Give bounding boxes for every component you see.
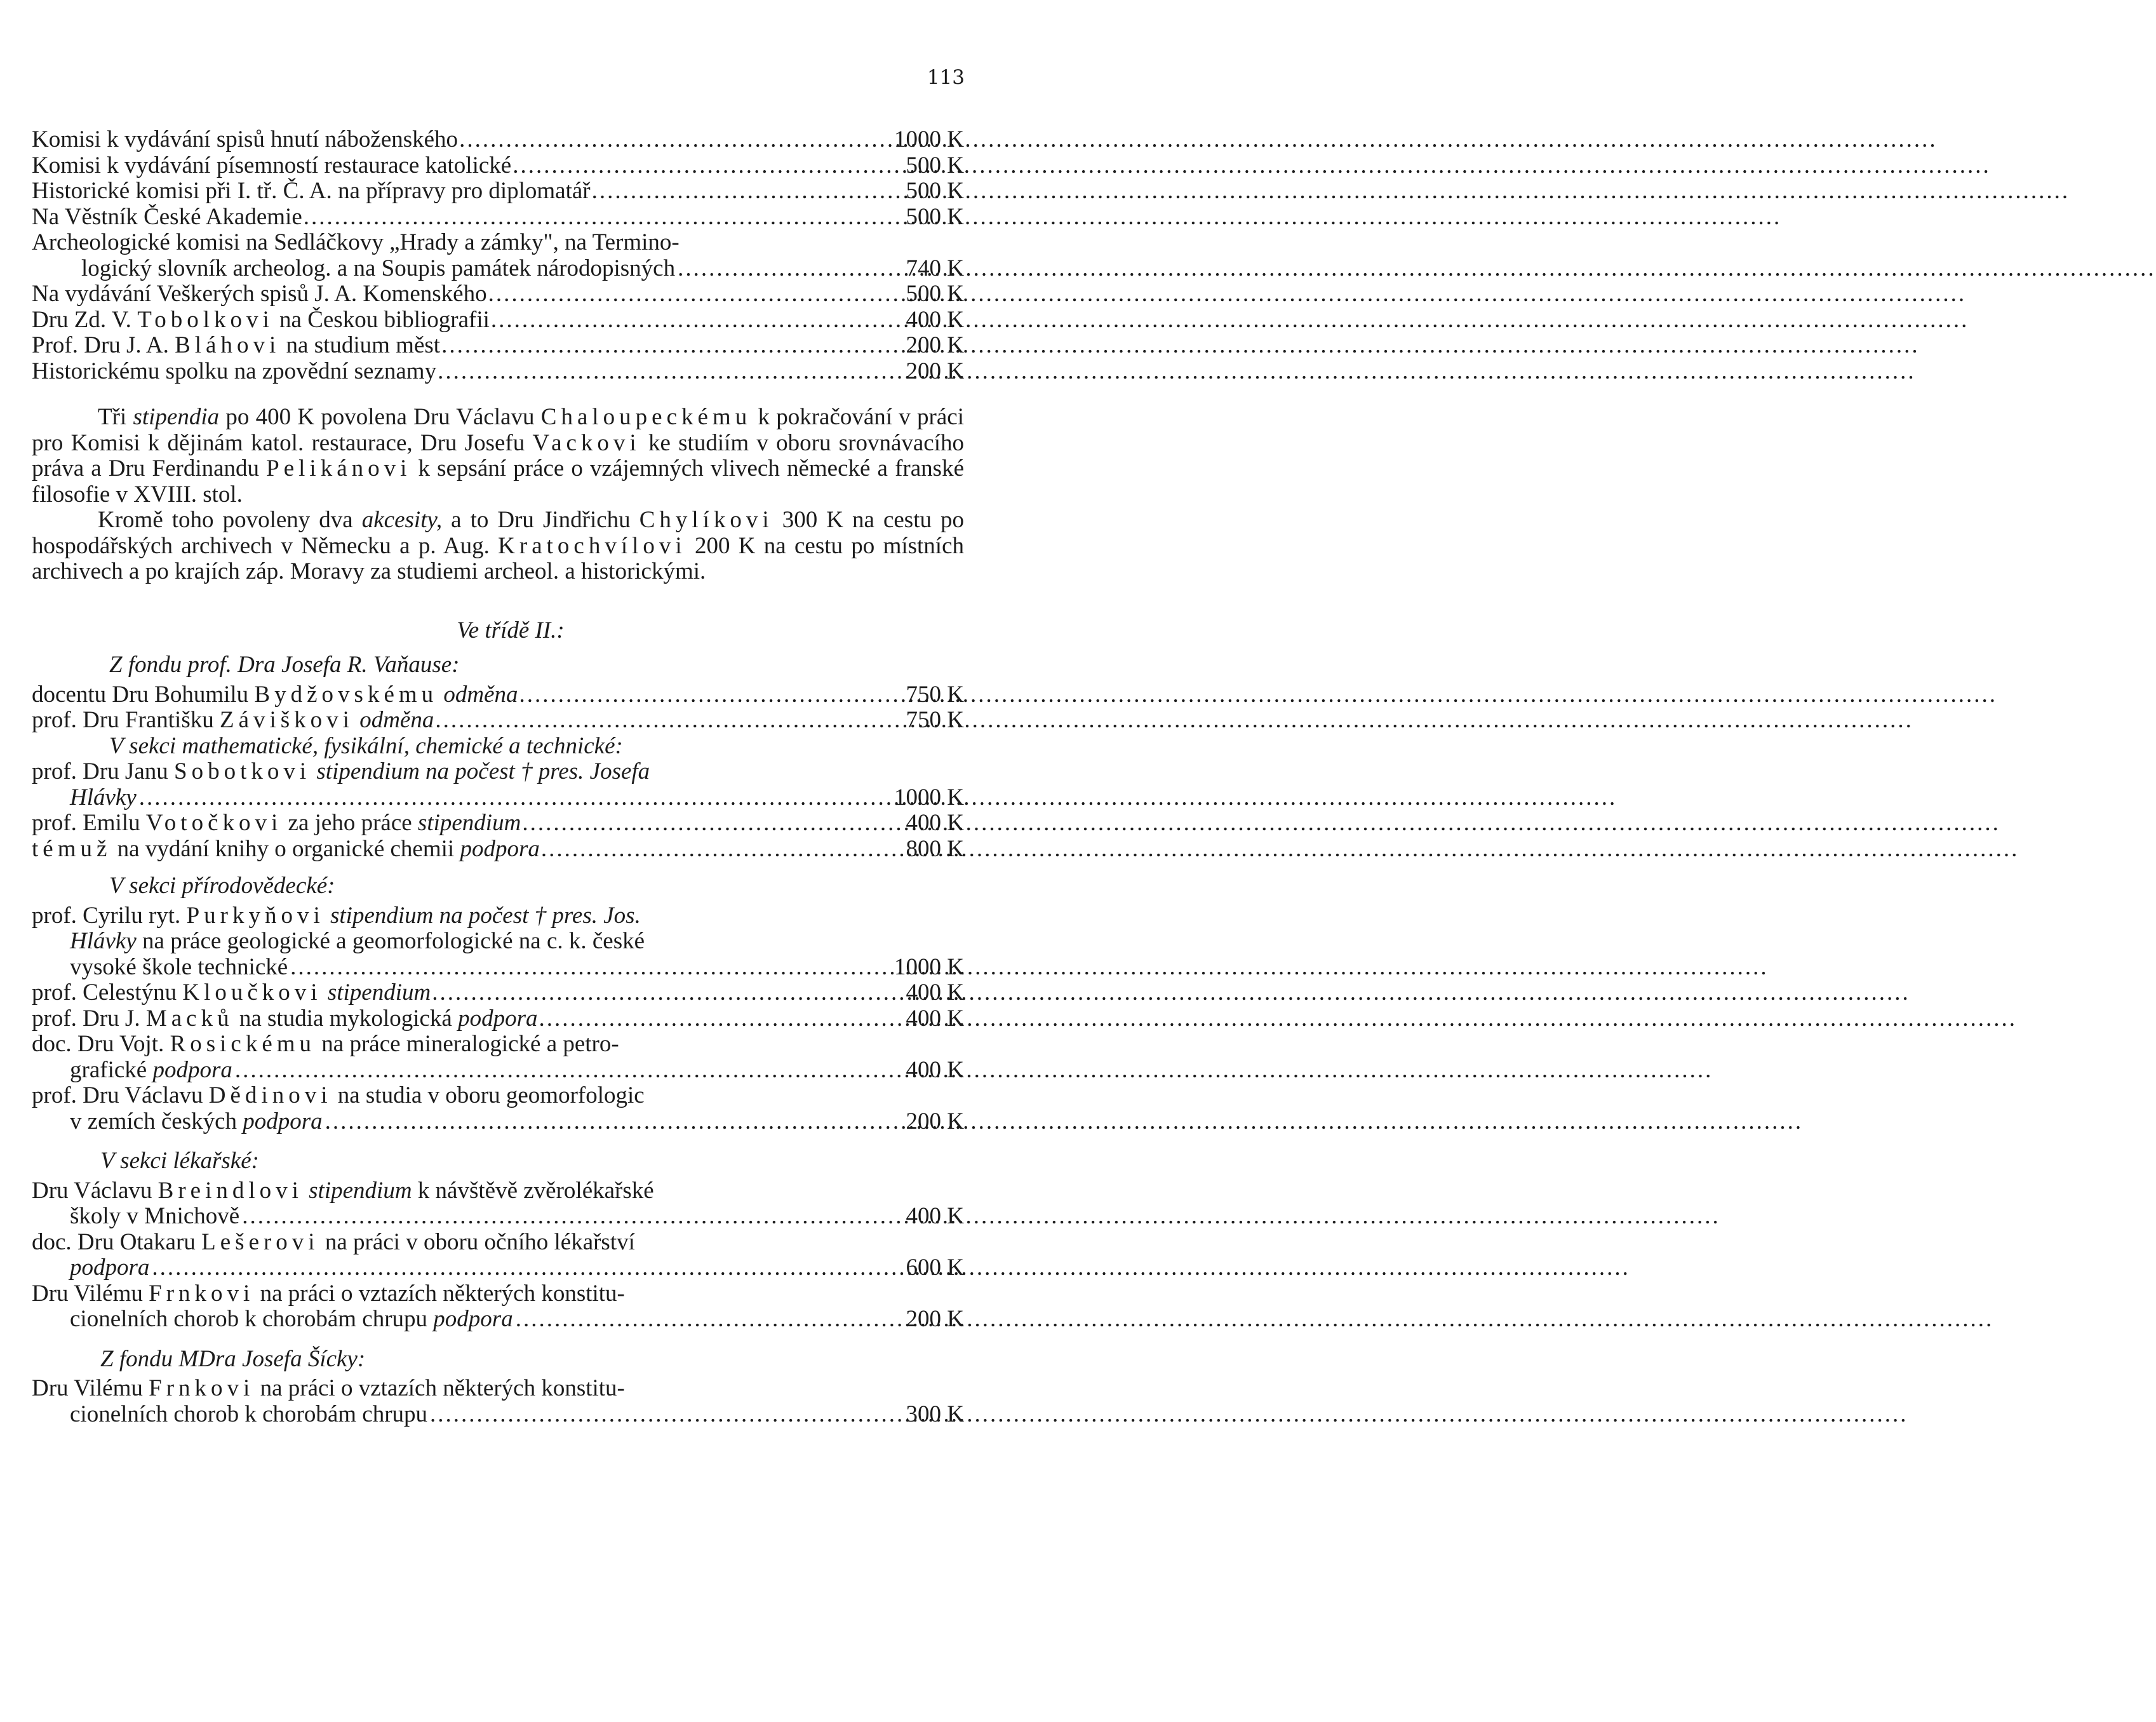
item-text: Dru Zd. V. Tobolkovi na Českou bibliografii (32, 306, 490, 333)
list-item (32, 1281, 964, 1333)
amount: 750 K (906, 681, 964, 708)
item-text: prof. Emilu Votočkovi za jeho práce stipendium (32, 810, 521, 836)
amount: 500 K (906, 152, 964, 178)
list-item (32, 682, 964, 708)
amount: 500 K (906, 281, 964, 307)
page-number: 113 (927, 66, 965, 89)
item-text-continued: cionelních chorob k chorobám chrupu podpora (70, 1306, 513, 1332)
item-text: Komisi k vydávání písemností restaurace katolické (32, 152, 512, 178)
item-text-continued: Hlávky (70, 784, 137, 811)
list-item (32, 1032, 964, 1083)
list-item (32, 1006, 964, 1032)
item-text-continued: grafické podpora (70, 1056, 232, 1083)
item-text: Dru Vilému Frnkovi na práci o vztazích některých konstitu- (32, 1375, 625, 1401)
item-text-continued: vysoké škole technické (70, 953, 288, 980)
amount: 740 K (906, 255, 964, 281)
list-item (32, 1376, 964, 1427)
paragraph-stipends: Tři stipendia po 400 K povolena Dru Václavu Chaloupeckému k pokračování v práci pro Komisi k dějinám katol. restaurace, Dru Josefu Vackovi ke studiím v oboru srovnávacího práva a Dru Ferdinandu Pelikánovi k sepsání práce o vzájemných vlivech německé a franské filosofie v XVIII. stol. (32, 404, 964, 508)
item-text: Dru Vilému Frnkovi na práci o vztazích některých konstitu- (32, 1280, 625, 1307)
amount: 400 K (906, 1203, 964, 1229)
amount: 1000 K (894, 126, 964, 152)
item-text-continued: logický slovník archeolog. a na Soupis památek národopisných (81, 255, 676, 281)
item-text: témuž na vydání knihy o organické chemii podpora (32, 835, 540, 862)
amount: 400 K (906, 810, 964, 836)
amount: 200 K (906, 1108, 964, 1134)
document-body (32, 127, 964, 1427)
item-text-continued: školy v Mnichově (70, 1203, 240, 1229)
list-item (32, 708, 964, 734)
item-text: Komisi k vydávání spisů hnutí náboženského (32, 126, 459, 152)
item-text: Historické komisi při I. tř. Č. A. na přípravy pro diplomatář (32, 178, 591, 204)
amount: 500 K (906, 178, 964, 204)
list-item (32, 980, 964, 1006)
item-text-continued: podpora (70, 1255, 150, 1281)
fund-heading: Z fondu MDra Josefa Šícky: (100, 1345, 366, 1372)
item-text: Dru Václavu Breindlovi stipendium k návštěvě zvěrolékařské (32, 1177, 654, 1204)
item-text: Historickému spolku na zpovědní seznamy (32, 358, 437, 384)
section-heading-math: V sekci mathematické, fysikální, chemické a technické: (109, 732, 623, 759)
amount: 500 K (906, 203, 964, 230)
list-item (32, 1230, 964, 1281)
amount: 200 K (906, 358, 964, 384)
section-heading-nature: V sekci přírodovědecké: (109, 873, 335, 899)
list-item (32, 359, 964, 385)
list-item (32, 127, 964, 153)
item-text: prof. Dru J. Macků na studia mykologická podpora (32, 1005, 538, 1032)
list-item (32, 230, 964, 281)
list-item (32, 333, 964, 359)
item-text: prof. Dru Františku Záviškovi odměna (32, 707, 434, 733)
amount: 400 K (906, 979, 964, 1006)
amount: 300 K (906, 1401, 964, 1427)
item-text: prof. Dru Janu Sobotkovi stipendium na počest † pres. Josefa (32, 758, 650, 784)
list-item (32, 903, 964, 981)
amount: 1000 K (894, 953, 964, 980)
list-item (32, 1178, 964, 1230)
amount: 600 K (906, 1255, 964, 1281)
item-text: Archeologické komisi na Sedláčkovy „Hrady a zámky", na Termino- (32, 229, 680, 255)
item-text-continued: cionelních chorob k chorobám chrupu (70, 1401, 428, 1427)
class-heading: Ve třídě II.: (457, 617, 565, 643)
amount: 400 K (906, 1005, 964, 1032)
item-text: prof. Cyrilu ryt. Purkyňovi stipendium na počest † pres. Jos. (32, 902, 641, 929)
amount: 200 K (906, 332, 964, 358)
amount: 200 K (906, 1306, 964, 1332)
item-text-continued: v zemích českých podpora (70, 1108, 323, 1134)
list-item (32, 205, 964, 231)
paragraph-accessits: Kromě toho povoleny dva akcesity, a to Dru Jindřichu Chylíkovi 300 K na cestu po hospodářských archivech v Německu a p. Aug. Kratochvílovi 200 K na cestu po místních archivech a po krajích záp. Moravy za studiemi archeol. a historickými. (32, 507, 965, 584)
list-item (32, 178, 964, 205)
list-item (32, 1083, 964, 1134)
item-text: Na Věstník České Akademie (32, 203, 302, 230)
item-text: Na vydávání Veškerých spisů J. A. Komenského (32, 281, 487, 307)
item-text: Prof. Dru J. A. Bláhovi na studium měst (32, 332, 441, 358)
fund-heading: Z fondu prof. Dra Josefa R. Vaňause: (109, 652, 460, 678)
list-item (32, 307, 964, 333)
item-text: prof. Dru Václavu Dědinovi na studia v oboru geomorfologic (32, 1082, 645, 1108)
list-item (32, 811, 964, 837)
list-item (32, 153, 964, 179)
item-text: doc. Dru Otakaru Lešerovi na práci v oboru očního lékařství (32, 1228, 635, 1255)
list-item (32, 837, 964, 863)
item-text: prof. Celestýnu Kloučkovi stipendium (32, 979, 431, 1006)
item-text: doc. Dru Vojt. Rosickému na práce mineralogické a petro- (32, 1031, 619, 1057)
list-item (32, 759, 964, 811)
amount: 800 K (906, 835, 964, 862)
item-text: docentu Dru Bohumilu Bydžovskému odměna (32, 681, 518, 708)
amount: 1000 K (894, 784, 964, 811)
amount: 400 K (906, 306, 964, 333)
item-text-continued: Hlávky na práce geologické a geomorfologické na c. k. české (70, 928, 645, 954)
section-heading-medical: V sekci lékařské: (100, 1148, 259, 1174)
amount: 400 K (906, 1056, 964, 1083)
list-item (32, 281, 964, 307)
amount: 750 K (906, 707, 964, 733)
